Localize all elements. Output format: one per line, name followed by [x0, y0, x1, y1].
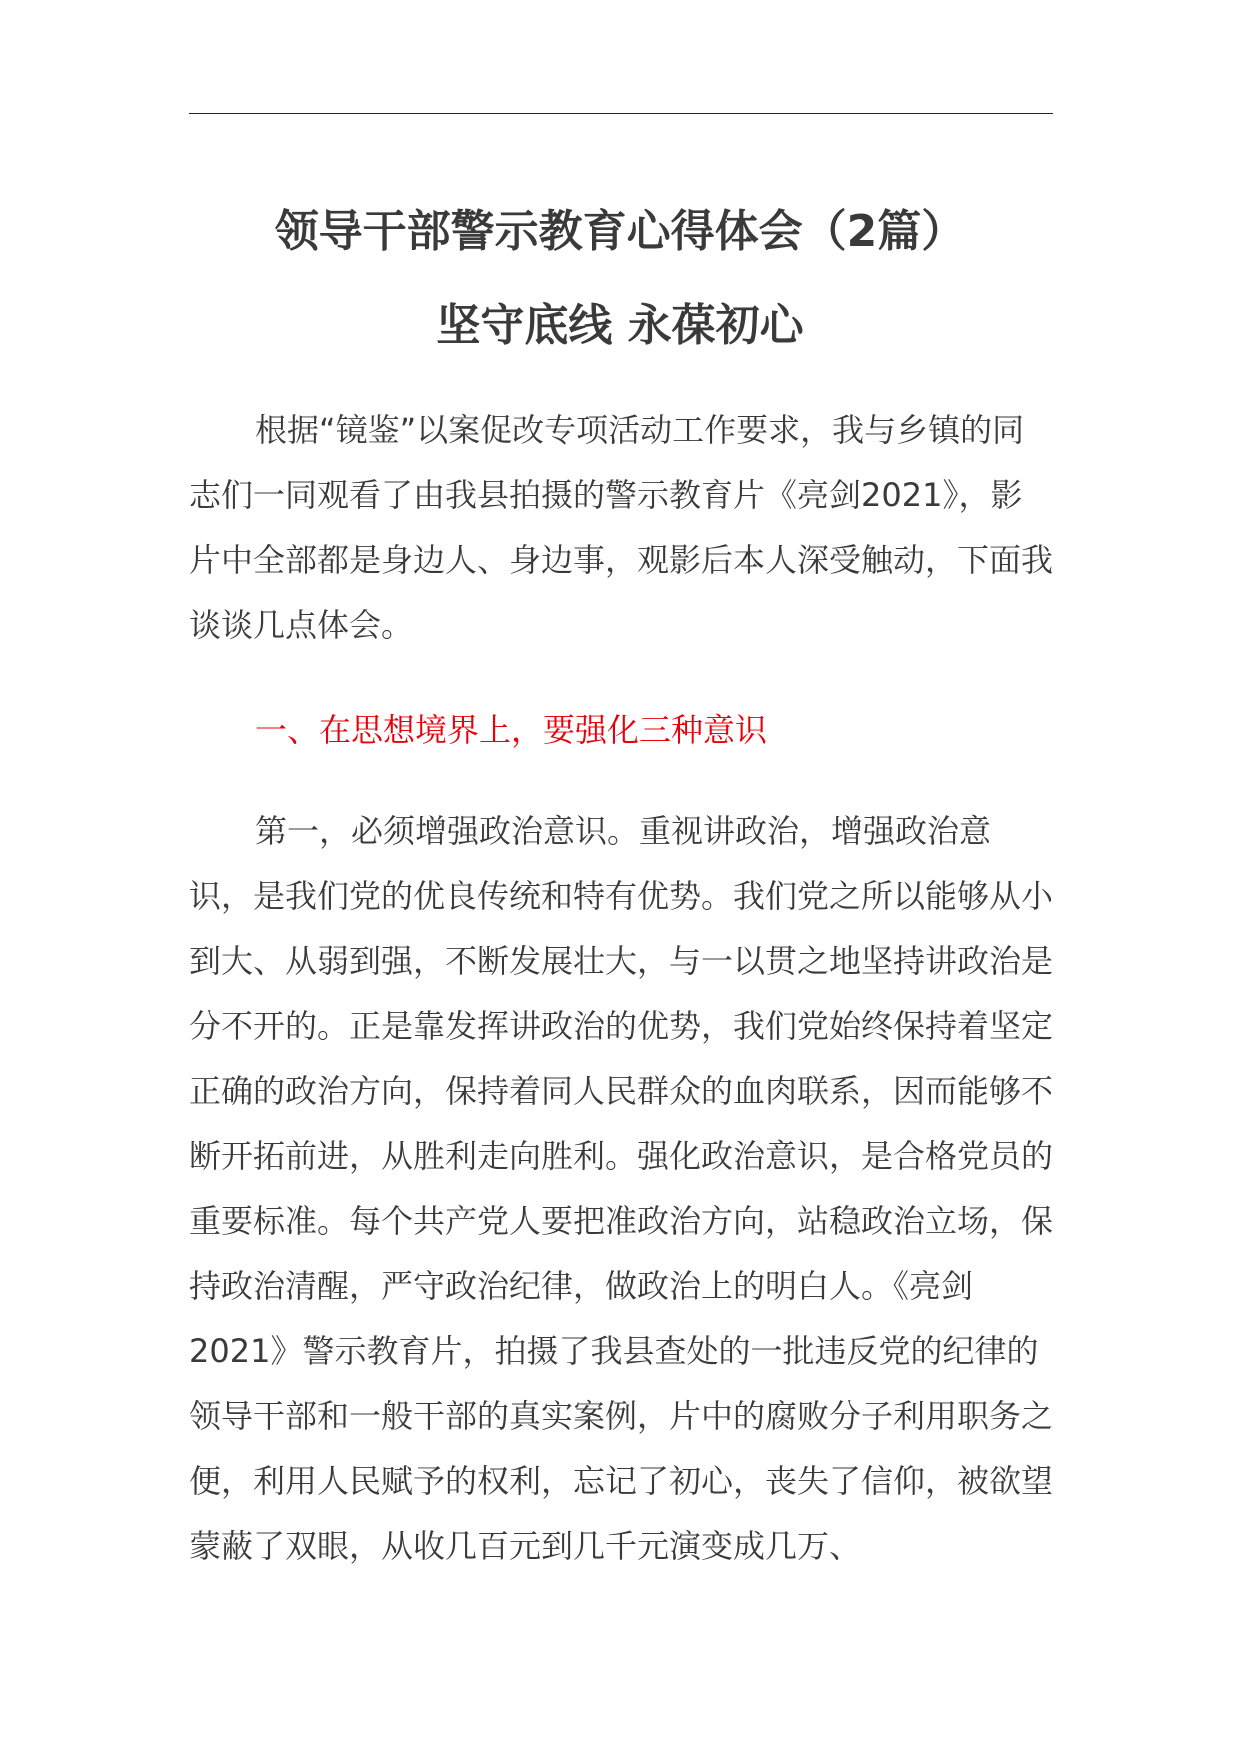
- document-subtitle: 坚守底线 永葆初心: [436, 300, 804, 351]
- body-paragraph: 第一，必须增强政治意识。重视讲政治，增强政治意识，是我们党的优良传统和特有优势。我们党之所以能够从小到大、从弱到强，不断发展壮大，与一以贯之地坚持讲政治是分不开的。正是靠发挥讲政治的优势，我们党始终保持着坚定正确的政治方向，保持着同人民群众的血肉联系，因而能够不断开拓前进，从胜利走向胜利。强化政治意识，是合格党员的重要标准。每个共产党人要把准政治方向，站稳政治立场，保持政治清醒，严守政治纪律，做政治上的明白人。《亮剑2021》警示教育片，拍摄了我县查处的一批违反党的纪律的领导干部和一般干部的真实案例，片中的腐败分子利用职务之便，利用人民赋予的权利，忘记了初心，丧失了信仰，被欲望蒙蔽了双眼，从收几百元到几千元演变成几万、: [189, 812, 1054, 1565]
- intro-paragraph: 根据“镜鉴”以案促改专项活动工作要求，我与乡镇的同志们一同观看了由我县拍摄的警示教育片《亮剑2021》，影片中全部都是身边人、身边事，观影后本人深受触动，下面我谈谈几点体会。: [189, 411, 1054, 644]
- document-body: [189, 398, 1053, 1579]
- section-heading: 一、在思想境界上，要强化三种意识: [255, 711, 768, 749]
- header-rule: [189, 113, 1053, 114]
- document-title: 领导干部警示教育心得体会（2篇）: [274, 206, 966, 257]
